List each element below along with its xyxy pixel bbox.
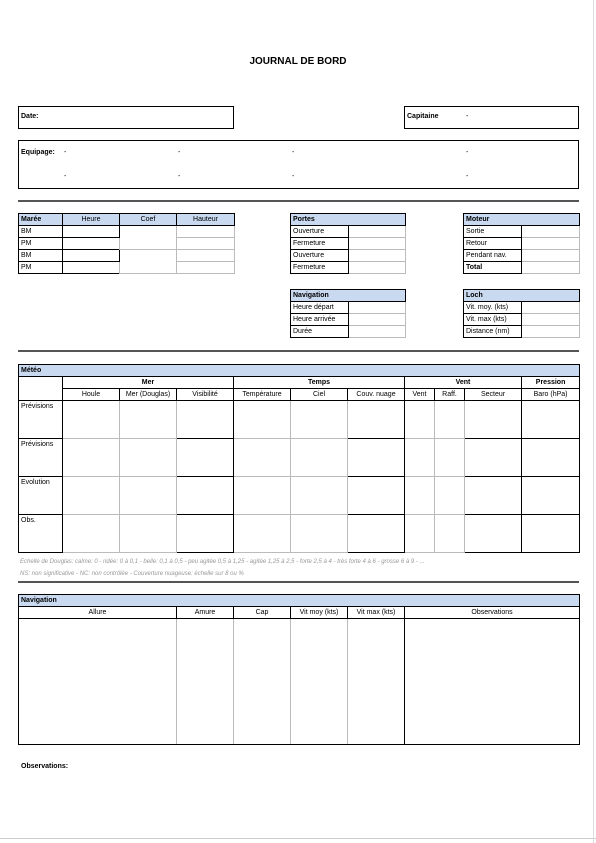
page-right-edge: [593, 0, 594, 843]
equipage-member: -: [64, 173, 67, 180]
meteo-cell[interactable]: [63, 477, 120, 515]
equipage-member: -: [64, 149, 67, 156]
meteo-cell[interactable]: [522, 515, 580, 553]
equipage-member: -: [466, 149, 469, 156]
meteo-cell[interactable]: [465, 515, 522, 553]
meteo-cell[interactable]: [63, 401, 120, 439]
meteo-cell[interactable]: [177, 401, 234, 439]
ns-note: NS: non significative - NC: non contrôlée - Couverture nuageuse: échelle sur 8 ou %: [20, 571, 244, 577]
meteo-cell[interactable]: [63, 439, 120, 477]
moteur-table: [463, 213, 580, 274]
portes-cell[interactable]: [349, 250, 406, 262]
navigation-times-row-label: Durée: [291, 326, 349, 338]
allure-cell[interactable]: [19, 619, 177, 745]
hauteur-cell[interactable]: [177, 262, 235, 274]
moteur-header: Moteur: [464, 214, 580, 226]
hauteur-cell[interactable]: [177, 226, 235, 238]
portes-header: Portes: [291, 214, 406, 226]
meteo-cell[interactable]: [405, 515, 435, 553]
navigation-times-cell[interactable]: [349, 314, 406, 326]
navigation-times-header: Navigation: [291, 290, 406, 302]
meteo-cell[interactable]: [234, 401, 291, 439]
moteur-cell[interactable]: [522, 262, 580, 274]
loch-header: Loch: [464, 290, 580, 302]
date-field[interactable]: [18, 106, 234, 129]
coef-cell[interactable]: [120, 226, 177, 250]
hauteur-header: Hauteur: [177, 214, 235, 226]
ciel-header: Ciel: [291, 389, 348, 401]
hauteur-cell[interactable]: [177, 250, 235, 262]
heure-cell[interactable]: [63, 226, 120, 238]
meteo-cell[interactable]: [291, 439, 348, 477]
meteo-corner: [19, 377, 63, 401]
couv-nuage-header: Couv. nuage: [348, 389, 405, 401]
equipage-member: -: [178, 149, 181, 156]
meteo-cell[interactable]: [291, 515, 348, 553]
portes-row-label: Fermeture: [291, 238, 349, 250]
meteo-cell[interactable]: [348, 439, 405, 477]
moteur-cell[interactable]: [522, 238, 580, 250]
meteo-cell[interactable]: [177, 515, 234, 553]
moteur-row-label: Pendant nav.: [464, 250, 522, 262]
visibilite-header: Visibilité: [177, 389, 234, 401]
heure-cell[interactable]: [63, 238, 120, 250]
capitaine-label: Capitaine: [407, 113, 439, 120]
vent-group: Vent: [405, 377, 522, 389]
meteo-cell[interactable]: [291, 401, 348, 439]
moteur-cell[interactable]: [522, 226, 580, 238]
meteo-cell[interactable]: [348, 477, 405, 515]
meteo-cell[interactable]: [435, 401, 465, 439]
equipage-label: Equipage:: [21, 149, 55, 156]
loch-table: [463, 289, 580, 338]
meteo-header: Météo: [19, 365, 580, 377]
meteo-cell[interactable]: [435, 477, 465, 515]
loch-cell[interactable]: [522, 302, 580, 314]
meteo-cell[interactable]: [522, 401, 580, 439]
moteur-row-label: Retour: [464, 238, 522, 250]
heure-cell[interactable]: [63, 262, 120, 274]
meteo-row-label: Prévisions: [19, 439, 63, 477]
navigation-times-row-label: Heure arrivée: [291, 314, 349, 326]
equipage-member: -: [292, 173, 295, 180]
loch-row-label: Distance (nm): [464, 326, 522, 338]
meteo-cell[interactable]: [405, 477, 435, 515]
meteo-table: [18, 364, 580, 553]
maree-row-label: PM: [19, 262, 63, 274]
mer-group: Mer: [63, 377, 234, 389]
vit-moy-cell[interactable]: [291, 619, 348, 745]
temperature-header: Température: [234, 389, 291, 401]
moteur-cell[interactable]: [522, 250, 580, 262]
maree-row-label: BM: [19, 226, 63, 238]
page-bottom-edge: [0, 838, 596, 839]
mer-douglas-header: Mer (Douglas): [120, 389, 177, 401]
portes-row-label: Fermeture: [291, 262, 349, 274]
meteo-cell[interactable]: [435, 515, 465, 553]
cap-cell[interactable]: [234, 619, 291, 745]
moteur-row-label: Total: [464, 262, 522, 274]
section-divider: [18, 350, 579, 352]
meteo-cell[interactable]: [120, 515, 177, 553]
heure-cell[interactable]: [63, 250, 120, 262]
coef-header: Coef: [120, 214, 177, 226]
houle-header: Houle: [63, 389, 120, 401]
portes-cell[interactable]: [349, 262, 406, 274]
loch-cell[interactable]: [522, 326, 580, 338]
observations-cell[interactable]: [405, 619, 580, 745]
meteo-cell[interactable]: [465, 401, 522, 439]
section-divider: [18, 200, 579, 202]
loch-cell[interactable]: [522, 314, 580, 326]
raff-header: Raff.: [435, 389, 465, 401]
baro-header: Baro (hPa): [522, 389, 580, 401]
meteo-cell[interactable]: [234, 439, 291, 477]
meteo-cell[interactable]: [348, 401, 405, 439]
meteo-cell[interactable]: [120, 401, 177, 439]
meteo-cell[interactable]: [63, 515, 120, 553]
meteo-cell[interactable]: [435, 439, 465, 477]
maree-row-label: BM: [19, 250, 63, 262]
meteo-row-label: Obs.: [19, 515, 63, 553]
maree-table: [18, 213, 235, 274]
navigation-times-cell[interactable]: [349, 302, 406, 314]
amure-cell[interactable]: [177, 619, 234, 745]
meteo-cell[interactable]: [348, 515, 405, 553]
amure-header: Amure: [177, 607, 234, 619]
equipage-member: -: [466, 173, 469, 180]
portes-cell[interactable]: [349, 226, 406, 238]
navigation-times-table: [290, 289, 406, 338]
loch-row-label: Vit. moy. (kts): [464, 302, 522, 314]
meteo-cell[interactable]: [177, 477, 234, 515]
section-divider: [18, 581, 579, 583]
meteo-cell[interactable]: [177, 439, 234, 477]
moteur-row-label: Sortie: [464, 226, 522, 238]
portes-row-label: Ouverture: [291, 226, 349, 238]
allure-header: Allure: [19, 607, 177, 619]
portes-table: [290, 213, 406, 274]
meteo-cell[interactable]: [522, 439, 580, 477]
maree-row-label: PM: [19, 238, 63, 250]
equipage-field[interactable]: [18, 140, 579, 189]
vit-max-header: Vit max (kts): [348, 607, 405, 619]
douglas-note: Echelle de Douglas: calme: 0 - ridée: 0 à 0,1 - belle: 0,1 à 0,5 - peu agitée 0,5 à 1,25 - agitée 1,25 à 2,5 - forte 2,5 à 4 - très forte 4 à 6 - grosse 6 à 9 - ...: [20, 559, 425, 565]
meteo-cell[interactable]: [120, 477, 177, 515]
meteo-cell[interactable]: [465, 439, 522, 477]
meteo-cell[interactable]: [120, 439, 177, 477]
maree-header: Marée: [19, 214, 63, 226]
hauteur-cell[interactable]: [177, 238, 235, 250]
temps-group: Temps: [234, 377, 405, 389]
vit-moy-header: Vit moy (kts): [291, 607, 348, 619]
meteo-cell[interactable]: [234, 515, 291, 553]
meteo-cell[interactable]: [234, 477, 291, 515]
vent-header: Vent: [405, 389, 435, 401]
heure-header: Heure: [63, 214, 120, 226]
observations-header: Observations: [405, 607, 580, 619]
equipage-member: -: [292, 149, 295, 156]
meteo-cell[interactable]: [405, 439, 435, 477]
equipage-member: -: [178, 173, 181, 180]
meteo-cell[interactable]: [522, 477, 580, 515]
navigation-table: [18, 594, 580, 745]
portes-row-label: Ouverture: [291, 250, 349, 262]
vit-max-cell[interactable]: [348, 619, 405, 745]
secteur-header: Secteur: [465, 389, 522, 401]
coef-cell[interactable]: [120, 250, 177, 274]
date-label: Date:: [21, 113, 39, 120]
meteo-cell[interactable]: [405, 401, 435, 439]
meteo-row-label: Evolution: [19, 477, 63, 515]
meteo-cell[interactable]: [291, 477, 348, 515]
loch-row-label: Vit. max (kts): [464, 314, 522, 326]
meteo-row-label: Prévisions: [19, 401, 63, 439]
navigation-times-row-label: Heure départ: [291, 302, 349, 314]
portes-cell[interactable]: [349, 238, 406, 250]
navigation-times-cell[interactable]: [349, 326, 406, 338]
page-title: JOURNAL DE BORD: [249, 56, 347, 67]
navigation-header: Navigation: [19, 595, 580, 607]
meteo-cell[interactable]: [465, 477, 522, 515]
observations-label: Observations:: [21, 763, 69, 770]
pression-group: Pression: [522, 377, 580, 389]
capitaine-value: -: [466, 113, 469, 120]
cap-header: Cap: [234, 607, 291, 619]
